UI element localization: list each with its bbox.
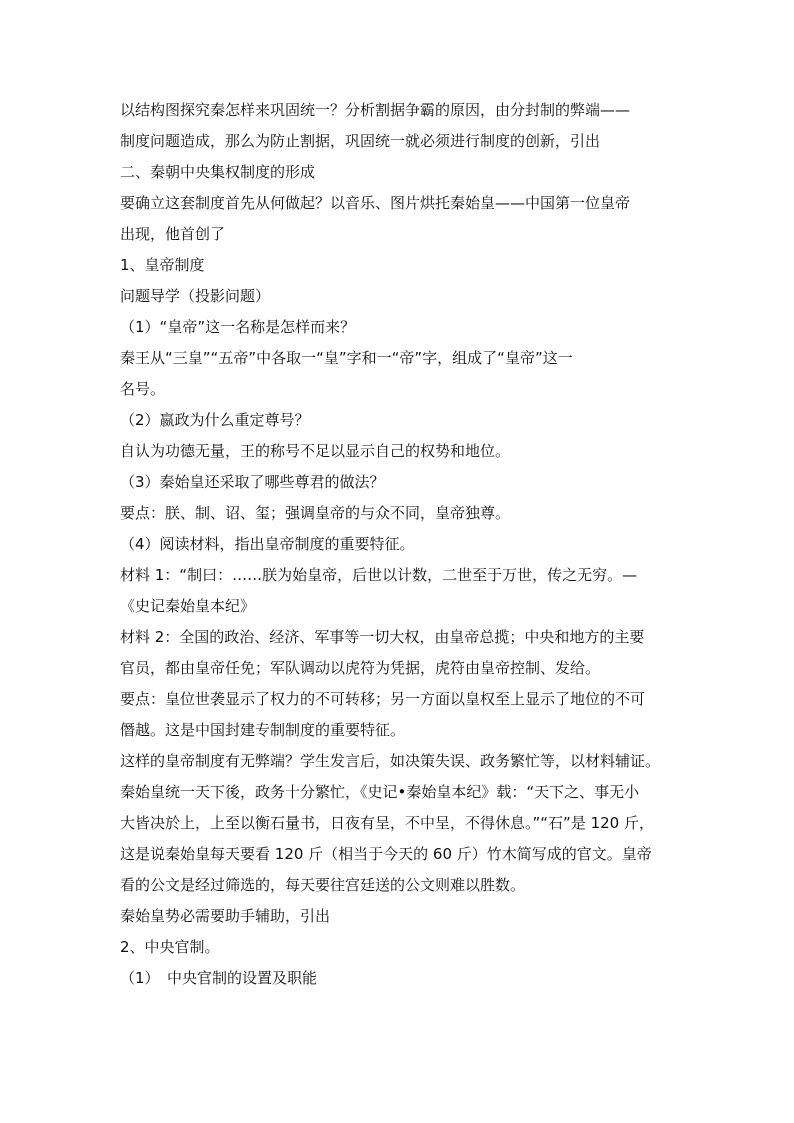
question-line: （1）“皇帝”这一名称是怎样而来？ — [120, 318, 356, 336]
text-line: 看的公文是经过筛选的，每天要往宫廷送的公文则难以胜数。 — [120, 876, 526, 894]
subsection-heading: 1、皇帝制度 — [120, 256, 205, 274]
text-line: 秦始皇势必需要助手辅助，引出 — [120, 907, 331, 925]
subsection-heading: 2、中央官制。 — [120, 938, 220, 956]
text-line: 大皆决於上，上至以衡石量书，日夜有呈，不中呈，不得休息。”“石”是 120 斤， — [120, 814, 654, 832]
text-line: 僭越。这是中国封建专制制度的重要特征。 — [120, 721, 406, 739]
text-line: 要确立这套制度首先从何做起？以音乐、图片烘托秦始皇——中国第一位皇帝 — [120, 194, 631, 212]
text-line: 制度问题造成，那么为防止割据，巩固统一就必须进行制度的创新，引出 — [120, 132, 601, 150]
document-body — [120, 100, 680, 999]
text-line: 材料 1：“制曰：……朕为始皇帝，后世以计数，二世至于万世，传之无穷。— — [120, 566, 638, 584]
section-heading: 二、秦朝中央集权制度的形成 — [120, 163, 316, 181]
text-line: 《史记秦始皇本纪》 — [120, 597, 256, 615]
text-line: 材料 2：全国的政治、经济、军事等一切大权，由皇帝总揽；中央和地方的主要 — [120, 628, 645, 646]
text-line: 要点：皇位世袭显示了权力的不可转移；另一方面以皇权至上显示了地位的不可 — [120, 690, 646, 708]
text-line: 以结构图探究秦怎样来巩固统一？分析割据争霸的原因，由分封制的弊端—— — [120, 101, 631, 119]
text-line: 秦始皇统一天下後，政务十分繁忙，《史记•秦始皇本纪》载：“天下之、事无小 — [120, 783, 640, 801]
question-line: （1） 中央官制的设置及职能 — [120, 969, 318, 987]
text-line: 秦王从“三皇”“五帝”中各取一“皇”字和一“帝”字，组成了“皇帝”这一 — [120, 349, 573, 367]
question-line: （4）阅读材料，指出皇帝制度的重要特征。 — [120, 535, 415, 553]
text-line: 这是说秦始皇每天要看 120 斤（相当于今天的 60 斤）竹木简写成的官文。皇帝 — [120, 845, 652, 863]
text-line: 自认为功德无量，王的称号不足以显示自己的权势和地位。 — [120, 442, 511, 460]
text-line: 出现，他首创了 — [120, 225, 226, 243]
question-line: （2）嬴政为什么重定尊号？ — [120, 411, 310, 429]
text-line: 名号。 — [120, 380, 166, 398]
text-line: 问题导学（投影问题） — [120, 287, 271, 305]
text-line: 官员，都由皇帝任免；军队调动以虎符为凭据，虎符由皇帝控制、发给。 — [120, 659, 601, 677]
question-line: （3）秦始皇还采取了哪些尊君的做法？ — [120, 473, 385, 491]
text-line: 要点：朕、制、诏、玺；强调皇帝的与众不同，皇帝独尊。 — [120, 504, 511, 522]
text-line: 这样的皇帝制度有无弊端？学生发言后，如决策失误、政务繁忙等，以材料辅证。 — [120, 752, 661, 770]
